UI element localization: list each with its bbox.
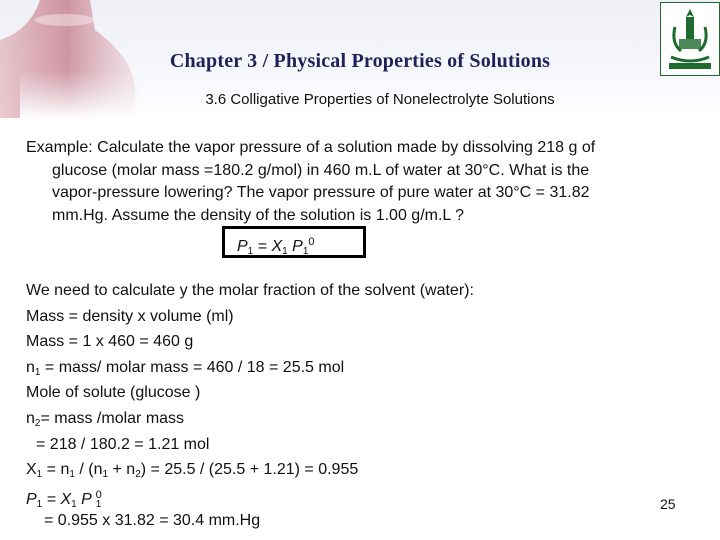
raoult-law-formula xyxy=(222,226,366,258)
slide-title: Chapter 3 / Physical Properties of Solutions xyxy=(169,50,551,72)
slide-subtitle: 3.6 Colligative Properties of Nonelectrolyte Solutions xyxy=(205,91,555,108)
solution-line: = 218 / 180.2 = 1.21 mol xyxy=(36,435,210,453)
solution-line: $n_2=$ mass /molar mass xyxy=(26,409,185,429)
formula-subscript: 1 xyxy=(282,246,288,257)
solution-line: = 0.955 x 31.82 = 30.4 mm.Hg xyxy=(44,512,261,530)
solution-line: Mass = density x volume (ml) xyxy=(26,307,234,325)
formula-subscript: 1 xyxy=(302,246,309,257)
formula-symbol: P xyxy=(237,238,248,255)
solution-steps xyxy=(26,278,666,534)
formula-superscript: 0 xyxy=(308,236,315,248)
formula-symbol: = X xyxy=(253,238,283,255)
solution-line: $P_1 = X_1$ P $^0_1$ xyxy=(26,488,102,510)
solution-line: $n_1$ = mass/ molar mass = 460 / 18 = 25.5 mol xyxy=(26,358,345,378)
formula-subscript: 1 xyxy=(247,246,254,257)
solution-line: $X_1 = n_1 / (n_1 + n_2) = 25.5 / (25.5 + 1.21) = 0.955$ xyxy=(26,461,359,481)
solution-line: Mole of solute (glucose ) xyxy=(26,384,201,402)
example-problem xyxy=(26,137,686,227)
university-logo xyxy=(660,2,720,76)
solution-line: Mass = 1 x 460 = 460 g xyxy=(26,333,194,351)
solution-line: We need to calculate y the molar fraction of the solvent (water): xyxy=(26,282,474,299)
formula-symbol: P xyxy=(287,238,303,255)
example-line: glucose (molar mass =180.2 g/mol) in 460 m.L of water at 30°C. What is the xyxy=(52,161,590,179)
example-line: vapor-pressure lowering? The vapor pressure of pure water at 30°C = 31.82 xyxy=(52,184,590,201)
slide-header xyxy=(0,0,720,118)
example-line: mm.Hg. Assume the density of the solution is 1.00 g/m.L ? xyxy=(52,206,465,224)
page-number: 25 xyxy=(660,496,676,512)
example-line: Example: Calculate the vapor pressure of a solution made by dissolving 218 g of xyxy=(26,139,596,156)
